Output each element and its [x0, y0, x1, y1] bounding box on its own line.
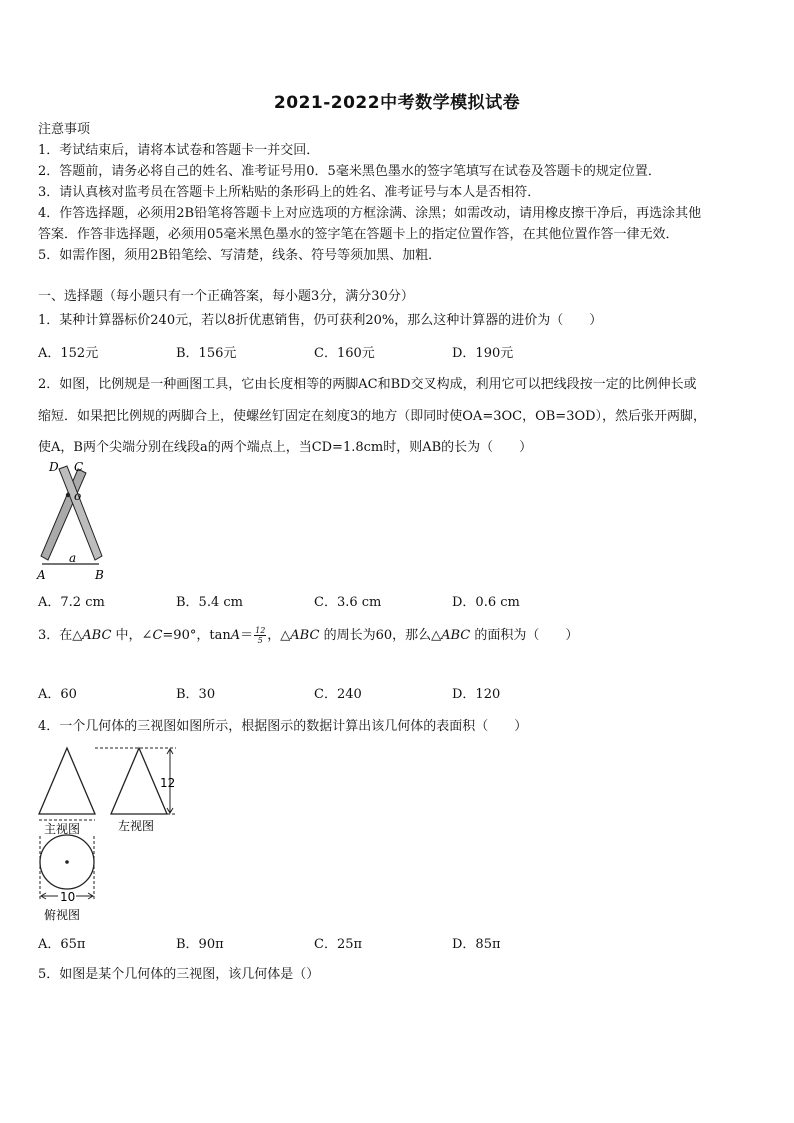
question-2-line: 2．如图，比例规是一种画图工具，它由长度相等的两脚AC和BD交叉构成，利用它可以把线段按一定的比例伸长或: [38, 377, 697, 392]
q3-angle-c: C: [152, 628, 163, 643]
q4-option-c: C．25π: [314, 937, 363, 952]
question-1-text: 1．某种计算器标价240元，若以8折优惠销售，仍可获利20%，那么这种计算器的进价为（ ）: [38, 313, 603, 328]
q3-text: =90°，tan: [162, 628, 231, 643]
question-2-line: 缩短．如果把比例规的两脚合上，使螺丝钉固定在刻度3的地方（即同时使OA=3OC，OB=3OD），然后张开两脚，: [38, 409, 707, 424]
q3-abc: ABC: [441, 628, 471, 643]
top-view-label: 俯视图: [44, 908, 81, 922]
section-heading: 一、选择题（每小题只有一个正确答案，每小题3分，满分30分）: [38, 289, 414, 304]
q1-option-c: C．160元: [314, 346, 375, 361]
fraction-numerator: 12: [255, 626, 266, 635]
q3-angle-a: A: [230, 628, 241, 643]
q2-option-a: A．7.2 cm: [38, 595, 105, 610]
q1-option-d: D．190元: [452, 346, 514, 361]
q1-option-a: A．152元: [38, 346, 99, 361]
label-d: D: [49, 460, 59, 474]
exam-title: 2021-2022中考数学模拟试卷: [273, 93, 521, 113]
q3-text: ＝: [240, 628, 254, 643]
q3-option-a: A．60: [38, 687, 77, 702]
label-c: C: [74, 460, 84, 474]
q2-option-b: B．5.4 cm: [176, 595, 243, 610]
fraction-denominator: 5: [257, 636, 263, 645]
label-a-segment: a: [69, 551, 77, 565]
pivot-screw: [66, 493, 70, 497]
q3-option-d: D．120: [452, 687, 501, 702]
height-label: 12: [160, 776, 176, 790]
q3-suffix: 的面积为（ ）: [470, 628, 579, 643]
q4-option-a: A．65π: [38, 937, 86, 952]
notice-item: 答案．作答非选择题，必须用05毫米黑色墨水的签字笔在答题卡上的指定位置作答，在其他位置作答一律无效．: [38, 227, 679, 242]
q3-fraction: [254, 626, 266, 645]
notice-item: 5．如需作图，须用2B铅笔绘、写清楚，线条、符号等须加黑、加粗．: [38, 248, 442, 263]
q2-option-c: C．3.6 cm: [314, 595, 382, 610]
q3-option-b: B．30: [176, 687, 216, 702]
three-views-figure: [30, 742, 190, 928]
q3-text: ，△: [267, 628, 291, 643]
question-5-text: 5．如图是某个几何体的三视图，该几何体是（）: [38, 967, 320, 982]
notice-item: 3．请认真核对监考员在答题卡上所粘贴的条形码上的姓名、准考证号与本人是否相符．: [38, 185, 541, 200]
q3-text: 的周长为60，那么△: [319, 628, 442, 643]
q2-option-d: D．0.6 cm: [452, 595, 520, 610]
label-o: o: [74, 489, 82, 503]
left-view-triangle: [111, 748, 167, 814]
q4-option-d: D．85π: [452, 937, 501, 952]
proportional-compass-figure: [34, 460, 114, 584]
q1-option-b: B．156元: [176, 346, 237, 361]
q3-text: 中，∠: [111, 628, 153, 643]
notice-heading: 注意事项: [38, 122, 91, 137]
diameter-label: 10: [60, 890, 76, 904]
q3-option-c: C．240: [314, 687, 362, 702]
q4-option-b: B．90π: [176, 937, 224, 952]
question-4-text: 4．一个几何体的三视图如图所示，根据图示的数据计算出该几何体的表面积（ ）: [38, 719, 528, 734]
front-view-label: 主视图: [44, 822, 81, 836]
left-view-label: 左视图: [118, 819, 155, 833]
notice-item: 4．作答选择题，必须用2B铅笔将答题卡上对应选项的方框涂满、涂黑；如需改动，请用橡皮擦干净后，再选涂其他: [38, 206, 702, 221]
q3-prefix: 3．在△: [38, 628, 83, 643]
q3-abc: ABC: [290, 628, 320, 643]
notice-item: 1．考试结束后，请将本试卷和答题卡一并交回．: [38, 143, 320, 158]
question-2-line: 使A，B两个尖端分别在线段a的两个端点上，当CD=1.8cm时，则AB的长为（ ）: [38, 440, 533, 455]
q3-abc: ABC: [82, 628, 112, 643]
label-b-point: B: [95, 568, 104, 582]
label-a-point: A: [37, 568, 46, 582]
notice-item: 2．答题前，请务必将自己的姓名、准考证号用0．5毫米黑色墨水的签字笔填写在试卷及答题卡的规定位置．: [38, 164, 661, 179]
question-3-text: [38, 626, 578, 645]
front-view-triangle: [39, 748, 95, 814]
